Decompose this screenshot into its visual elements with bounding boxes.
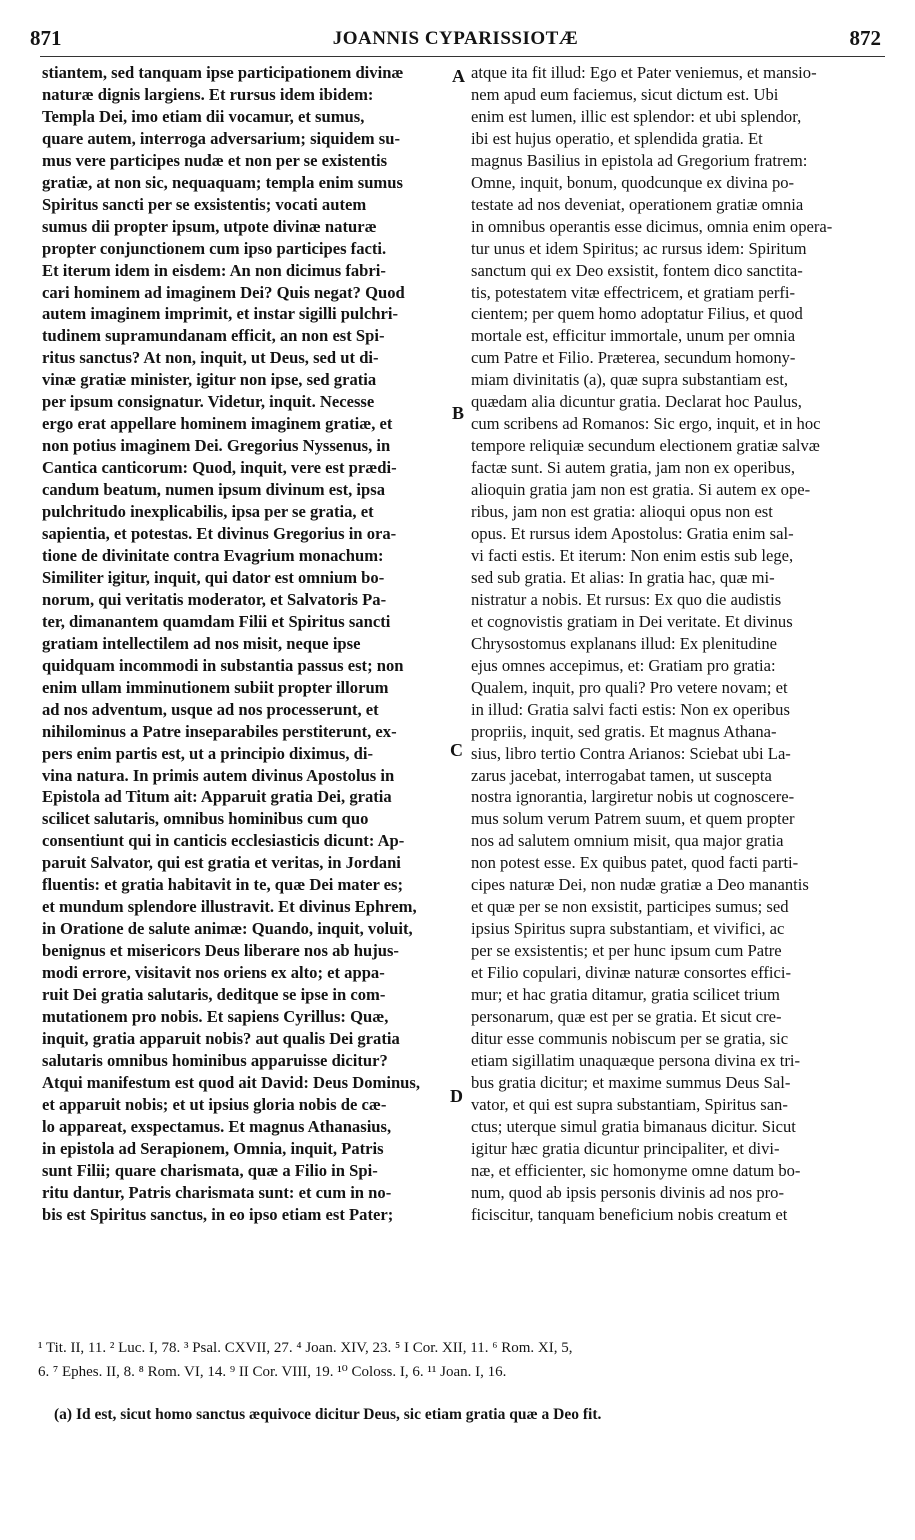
text-line: naturæ dignis largiens. Et rursus idem ibidem: — [42, 84, 374, 104]
text-line: enim ullam imminutionem subiit propter illorum — [42, 677, 389, 697]
text-line: mus vere participes nudæ et non per se existentis — [42, 150, 388, 170]
text-line: vator, et qui est supra substantiam, Spiritus san- — [471, 1094, 788, 1114]
text-line: scilicet salutaris, omnibus hominibus cum quo — [42, 809, 369, 829]
text-line: candum beatum, numen ipsum divinum est, ipsa — [42, 480, 386, 500]
text-line: quædam alia dicuntur gratia. Declarat hoc Paulus, — [471, 392, 802, 412]
text-line: consentiunt qui in canticis ecclesiasticis dicunt: Ap- — [42, 831, 405, 851]
page-header — [30, 26, 881, 56]
page-number-right: 872 — [849, 26, 881, 50]
text-line: paruit Salvator, qui est gratia et veritas, in Jordani — [42, 853, 401, 873]
text-line: ritu dantur, Patris charismata sunt: et cum in no- — [42, 1182, 392, 1202]
text-line: nistratur a nobis. Et rursus: Ex quo die audistis — [471, 589, 782, 609]
text-line: in omnibus operantis esse dicimus, omnia enim opera- — [471, 216, 833, 236]
text-line: autem imaginem imprimit, et instar sigilli pulchri- — [42, 304, 398, 324]
text-line: vi facti estis. Et iterum: Non enim estis sub lege, — [471, 545, 794, 565]
text-line: mus solum verum Patrem suum, et quem propter — [471, 809, 795, 829]
text-line: nostra ignorantia, largiretur nobis ut cognoscere- — [471, 787, 795, 807]
text-line: et apparuit nobis; et ut ipsius gloria nobis de cæ- — [42, 1094, 387, 1114]
text-line: gratiæ, at non sic, nequaquam; templa enim sumus — [42, 172, 403, 192]
text-line: sanctum qui ex Deo exsistit, fontem dico sanctita- — [471, 260, 803, 280]
text-line: ergo erat appellare hominem imaginem gratiæ, et — [42, 414, 393, 434]
text-line: cum scribens ad Romanos: Sic ergo, inquit, et in hoc — [471, 414, 821, 434]
annotation-note: (a) Id est, sicut homo sanctus æquivoce dicitur Deus, sic etiam gratia quæ a Deo fit. — [54, 1406, 602, 1423]
text-line: lo appareat, exspectamus. Et magnus Athanasius, — [42, 1116, 392, 1136]
text-line: in epistola ad Serapionem, Omnia, inquit, Patris — [42, 1138, 384, 1158]
text-line: miam divinitatis (a), quæ supra substantiam est, — [471, 370, 789, 390]
text-line: sed sub gratia. Et alias: In gratia hac, quæ mi- — [471, 567, 775, 587]
text-line: cientem; per quem homo adoptatur Filius, et quod — [471, 304, 803, 324]
text-line: in Oratione de salute animæ: Quando, inquit, voluit, — [42, 919, 413, 939]
text-line: alioquin gratia jam non est gratia. Si autem ex ope- — [471, 480, 811, 500]
text-line: sapientia, et potestas. Et divinus Gregorius in ora- — [42, 524, 397, 544]
text-line: et quæ per se non exsistit, participes sumus; sed — [471, 897, 789, 917]
text-line: quidquam incommodi in substantia passus est; non — [42, 655, 404, 675]
text-line: tis, potestatem vitæ effectricem, et gratiam perfi- — [471, 282, 796, 302]
text-line: propter conjunctionem cum ipso participes facti. — [42, 238, 387, 258]
text-line: non potest esse. Ex quibus patet, quod facti parti- — [471, 853, 799, 873]
text-line: ficiscitur, tanquam beneficium nobis creatum et — [471, 1204, 788, 1224]
text-line: tur unus et idem Spiritus; ac rursus idem: Spiritum — [471, 238, 807, 258]
text-line: Similiter igitur, inquit, qui dator est omnium bo- — [42, 567, 385, 587]
text-line: non potius imaginem Dei. Gregorius Nyssenus, in — [42, 436, 391, 456]
running-title: JOANNIS CYPARISSIOTÆ — [332, 28, 579, 49]
text-line: propriis, inquit, sed gratis. Et magnus Athana- — [471, 721, 777, 741]
text-line: personarum, quæ est per se gratia. Et sicut cre- — [471, 1006, 782, 1026]
text-line: in illud: Gratia salvi facti estis: Non ex operibus — [471, 699, 790, 719]
text-line: mur; et hac gratia ditamur, gratia scilicet trium — [471, 985, 780, 1005]
text-line: ter, dimanantem quamdam Filii et Spiritus sancti — [42, 611, 391, 631]
text-line: cipes naturæ Dei, non nudæ gratiæ a Deo manantis — [471, 875, 809, 895]
text-line: Qualem, inquit, pro quali? Pro vetere novam; et — [471, 677, 788, 697]
text-line: ribus, jam non est gratia: alioqui opus non est — [471, 502, 773, 522]
text-line: tempore reliquiæ secundum electionem gratiæ salvæ — [471, 436, 820, 456]
text-line: per se exsistentis; et per hunc ipsum cum Patre — [471, 941, 782, 961]
text-line: Templa Dei, imo etiam dii vocamur, et sumus, — [42, 106, 365, 126]
text-line: et mundum splendore illustravit. Et divinus Ephrem, — [42, 897, 417, 917]
text-line: atque ita fit illud: Ego et Pater veniemus, et mansio- — [471, 63, 817, 82]
text-line: ctus; uterque simul gratia bimanaus dicitur. Sicut — [471, 1116, 796, 1136]
text-line: bus gratia dicitur; et maxime summus Deus Sal- — [471, 1072, 791, 1092]
margin-marker-c: C — [450, 740, 463, 760]
left-column — [42, 62, 447, 1226]
text-line: ad nos adventum, usque ad nos processerunt, et — [42, 699, 379, 719]
text-line: sius, libro tertio Contra Arianos: Sciebat ubi La- — [471, 743, 791, 763]
text-line: vinæ gratiæ minister, igitur non ipse, sed gratia — [42, 370, 377, 390]
text-line: tudinem supramundanam efficit, an non est Spi- — [42, 326, 385, 346]
text-line: ejus omnes accepimus, et: Gratiam pro gratia: — [471, 655, 776, 675]
text-line: opus. Et rursus idem Apostolus: Gratia enim sal- — [471, 524, 794, 544]
text-line: num, quod ab ipsis personis divinis ad nos pro- — [471, 1182, 784, 1202]
text-line: factæ sunt. Si autem gratia, jam non ex operibus, — [471, 458, 795, 478]
text-line: ipsius Spiritus supra substantiam, et vivifici, ac — [471, 919, 785, 939]
margin-marker-a: A — [452, 66, 465, 86]
footnote-line: ¹ Tit. II, 11. ² Luc. I, 78. ³ Psal. CXVII, 27. ⁴ Joan. XIV, 23. ⁵ I Cor. XII, 11. ⁶ Rom. XI, 5, — [38, 1340, 573, 1356]
footnotes — [38, 1336, 888, 1384]
page-number-left: 871 — [30, 26, 62, 50]
text-line: enim est lumen, illic est splendor: et ubi splendor, — [471, 106, 802, 126]
text-line: pers enim partis est, ut a principio diximus, di- — [42, 743, 373, 763]
text-line: testate ad nos deveniat, operationem gratiæ omnia — [471, 194, 804, 214]
text-line: per ipsum consignatur. Videtur, inquit. Necesse — [42, 392, 375, 412]
text-line: mortale est, efficitur immortale, unum per omnia — [471, 326, 796, 346]
text-line: Cantica canticorum: Quod, inquit, vere est prædi- — [42, 458, 397, 478]
text-line: sunt Filii; quare charismata, quæ a Filio in Spi- — [42, 1160, 378, 1180]
text-line: Spiritus sancti per se exsistentis; vocati autem — [42, 194, 367, 214]
text-line: ruit Dei gratia salutaris, deditque se ipse in com- — [42, 985, 386, 1005]
margin-marker-d: D — [450, 1086, 463, 1106]
text-line: sumus dii propter ipsum, utpote divinæ naturæ — [42, 216, 377, 236]
text-line: zarus jacebat, interrogabat tamen, ut suscepta — [471, 765, 772, 785]
text-line: benignus et misericors Deus liberare nos ab hujus- — [42, 941, 399, 961]
text-line: fluentis: et gratia habitavit in te, quæ Dei mater es; — [42, 875, 404, 895]
margin-marker-b: B — [452, 403, 465, 423]
text-line: gratiam intellectilem ad nos misit, neque ipse — [42, 633, 361, 653]
text-line: norum, qui veritatis moderator, et Salvatoris Pa- — [42, 589, 387, 609]
text-line: quare autem, interroga adversarium; siquidem su- — [42, 128, 400, 148]
text-line: Atqui manifestum est quod ait David: Deus Dominus, — [42, 1072, 421, 1092]
text-line: Omne, inquit, bonum, quodcunque ex divina po- — [471, 172, 795, 192]
text-line: et Filio copulari, divinæ naturæ consortes effici- — [471, 963, 791, 983]
text-line: nos ad salutem omnium misit, qua major gratia — [471, 831, 784, 851]
text-line: Et iterum idem in eisdem: An non dicimus fabri- — [42, 260, 386, 280]
text-line: Epistola ad Titum ait: Apparuit gratia Dei, gratia — [42, 787, 392, 807]
text-line: salutaris omnibus hominibus apparuisse dicitur? — [42, 1050, 388, 1070]
text-line: cari hominem ad imaginem Dei? Quis negat? Quod — [42, 282, 405, 302]
text-line: stiantem, sed tanquam ipse participationem divinæ — [42, 63, 404, 82]
text-line: etiam sigillatim unaquæque persona divina ex tri- — [471, 1050, 801, 1070]
text-line: modi errore, visitavit nos oriens ex alto; et appa- — [42, 963, 385, 983]
text-line: ditur esse communis nobiscum per se gratia, sic — [471, 1028, 789, 1048]
footnote-line: 6. ⁷ Ephes. II, 8. ⁸ Rom. VI, 14. ⁹ II Cor. VIII, 19. ¹⁰ Coloss. I, 6. ¹¹ Joan. I, 16. — [38, 1364, 507, 1380]
text-line: ritus sanctus? At non, inquit, ut Deus, sed ut di- — [42, 348, 379, 368]
text-line: vina natura. In primis autem divinus Apostolus in — [42, 765, 395, 785]
text-line: tione de divinitate contra Evagrium monachum: — [42, 545, 384, 565]
text-line: bis est Spiritus sanctus, in eo ipso etiam est Pater; — [42, 1204, 394, 1224]
text-line: igitur hæc gratia dicuntur principaliter, et divi- — [471, 1138, 780, 1158]
text-line: magnus Basilius in epistola ad Gregorium fratrem: — [471, 150, 808, 170]
text-line: nihilominus a Patre inseparabiles perstiterunt, ex- — [42, 721, 397, 741]
text-line: cum Patre et Filio. Præterea, secundum homony- — [471, 348, 796, 368]
right-column — [471, 62, 879, 1226]
header-rule — [40, 56, 885, 57]
text-line: næ, et efficienter, sic homonyme omne datum bo- — [471, 1160, 801, 1180]
text-line: inquit, gratia apparuit nobis? aut qualis Dei gratia — [42, 1028, 400, 1048]
text-line: et cognovistis gratiam in Dei veritate. Et divinus — [471, 611, 793, 631]
text-line: Chrysostomus explanans illud: Ex plenitudine — [471, 633, 778, 653]
text-line: nem apud eum faciemus, sicut dictum est. Ubi — [471, 84, 779, 104]
text-line: ibi est hujus operatio, et splendida gratia. Et — [471, 128, 763, 148]
text-line: pulchritudo inexplicabilis, ipsa per se gratia, et — [42, 502, 374, 522]
text-line: mutationem pro nobis. Et sapiens Cyrillus: Quæ, — [42, 1006, 389, 1026]
